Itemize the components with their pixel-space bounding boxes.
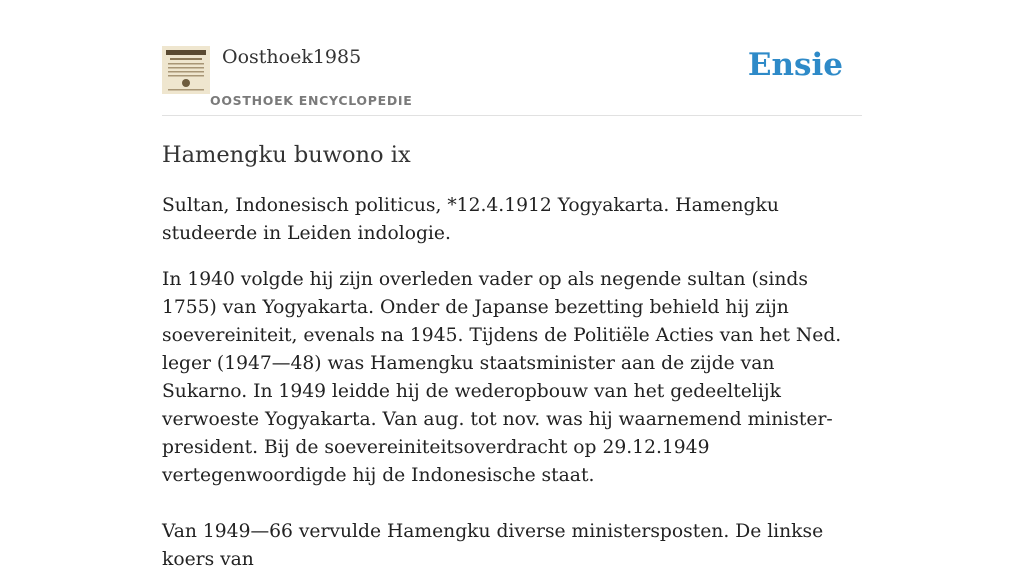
page-header <box>162 0 862 116</box>
article-paragraph: In 1940 volgde hij zijn overleden vader op als negende sultan (sinds 1755) van Yogyakarta. Onder de Japanse bezetting behield hij zijn soevereiniteit, evenals na 1945. Tijdens de Politiële Acties van het Ned. leger (1947—48) was Hamengku staatsminister aan de zijde van Sukarno. In 1949 leidde hij de wederopbouw van het gedeeltelijk verwoeste Yogyakarta. Van aug. tot nov. was hij waarnemend minister-president. Bij de soevereiniteitsoverdracht op 29.12.1949 vertegenwoordigde hij de Indonesische staat. <box>162 269 842 486</box>
account-name[interactable]: Oosthoek1985 <box>222 46 362 68</box>
brand-logo[interactable]: Ensie <box>747 47 843 83</box>
source-label[interactable]: OOSTHOEK ENCYCLOPEDIE <box>210 93 413 108</box>
article-title: Hamengku buwono ix <box>162 142 411 168</box>
article-paragraph: Sultan, Indonesisch politicus, *12.4.1912 Yogyakarta. Hamengku studeerde in Leiden indologie. <box>162 195 779 244</box>
article <box>162 140 864 574</box>
encyclopedia-cover-icon <box>162 46 210 94</box>
article-paragraph: Van 1949—66 vervulde Hamengku diverse ministersposten. De linkse koers van <box>162 521 824 570</box>
avatar[interactable] <box>162 46 210 94</box>
